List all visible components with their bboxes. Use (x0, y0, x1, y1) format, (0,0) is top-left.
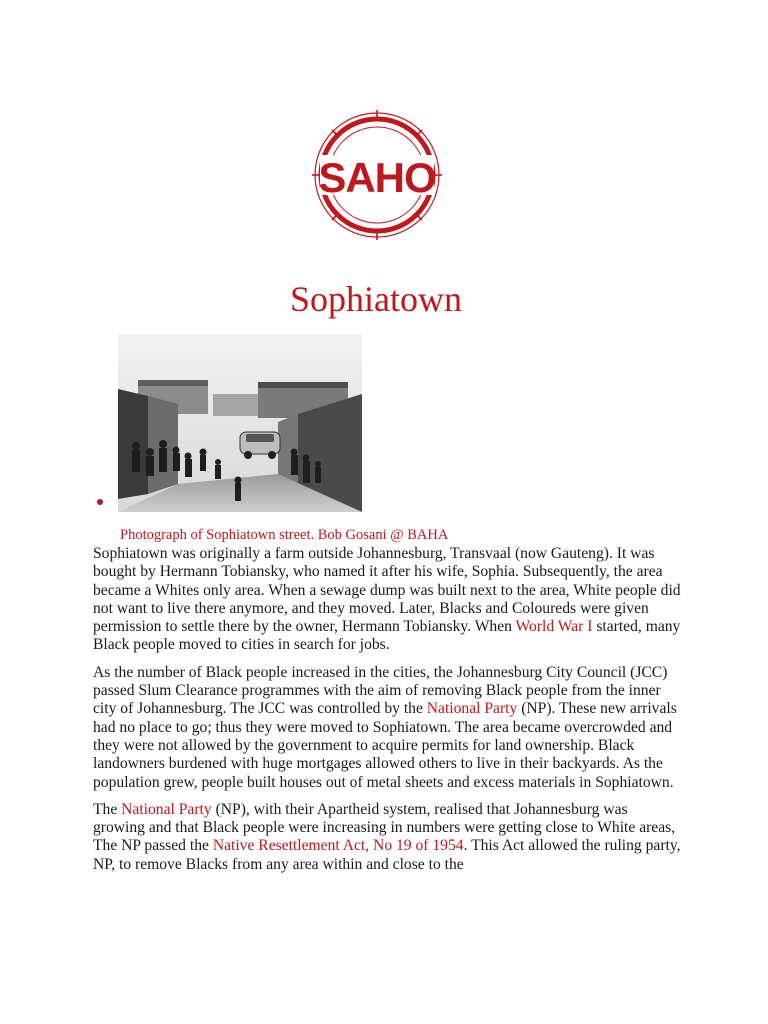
logo-text: SAHO (318, 154, 436, 201)
link-national-party[interactable]: National Party (426, 700, 518, 718)
page-title: Sophiatown (289, 279, 462, 319)
sophiatown-street-photo (118, 334, 362, 512)
saho-logo (312, 110, 442, 240)
paragraph-text: As the number of Black people increased in the cities, the Johannesburg City Council (JCC) passed Slum Clearance programmes with the aim of removing Black people from the inner city of Johannesburg. The JCC was controlled by the (93, 663, 668, 718)
link-national-party[interactable]: National Party (121, 800, 212, 818)
photo-caption: Photograph of Sophiatown street. Bob Gosani @ BAHA (120, 527, 449, 543)
paragraph-text: Sophiatown was originally a farm outside Johannesburg, Transvaal (now Gauteng). It was bought by Hermann Tobiansky, who named it after his wife, Sophia. Subsequently, the area became a Whites only area. When a sewage dump was built next to the area, White people did not want to live there anymore, and they moved. Later, Blacks and Coloureds were given permission to settle there by the owner, Hermann Tobiansky. When (93, 545, 681, 636)
link-native-resettlement-act[interactable]: Native Resettlement Act, No 19 of 1954 (212, 837, 464, 855)
paragraph-1 (93, 545, 683, 655)
paragraph-text: (NP). These new arrivals had no place to go; thus they were moved to Sophiatown. The area became overcrowded and they were not allowed by the government to acquire permits for land ownership. Black landowners burdened with huge mortgages allowed others to live in their backyards. As the population grew, people built houses out of metal sheets and excess materials in Sophiatown. (93, 700, 677, 791)
paragraph-text: . This Act allowed the ruling party, NP, to remove Blacks from any area within and close to the (93, 837, 681, 873)
paragraph-text: started, many Black people moved to cities in search for jobs. (93, 618, 681, 654)
link-world-war-i[interactable]: World War I (515, 618, 593, 636)
list-bullet (97, 499, 103, 505)
paragraph-text: (NP), with their Apartheid system, realised that Johannesburg was growing and that Black people were increasing in numbers were getting close to White areas, The NP passed the (93, 800, 676, 855)
paragraph-2 (93, 664, 683, 792)
paragraph-text: The (93, 800, 122, 818)
paragraph-3 (93, 801, 683, 874)
article-body (93, 545, 683, 883)
